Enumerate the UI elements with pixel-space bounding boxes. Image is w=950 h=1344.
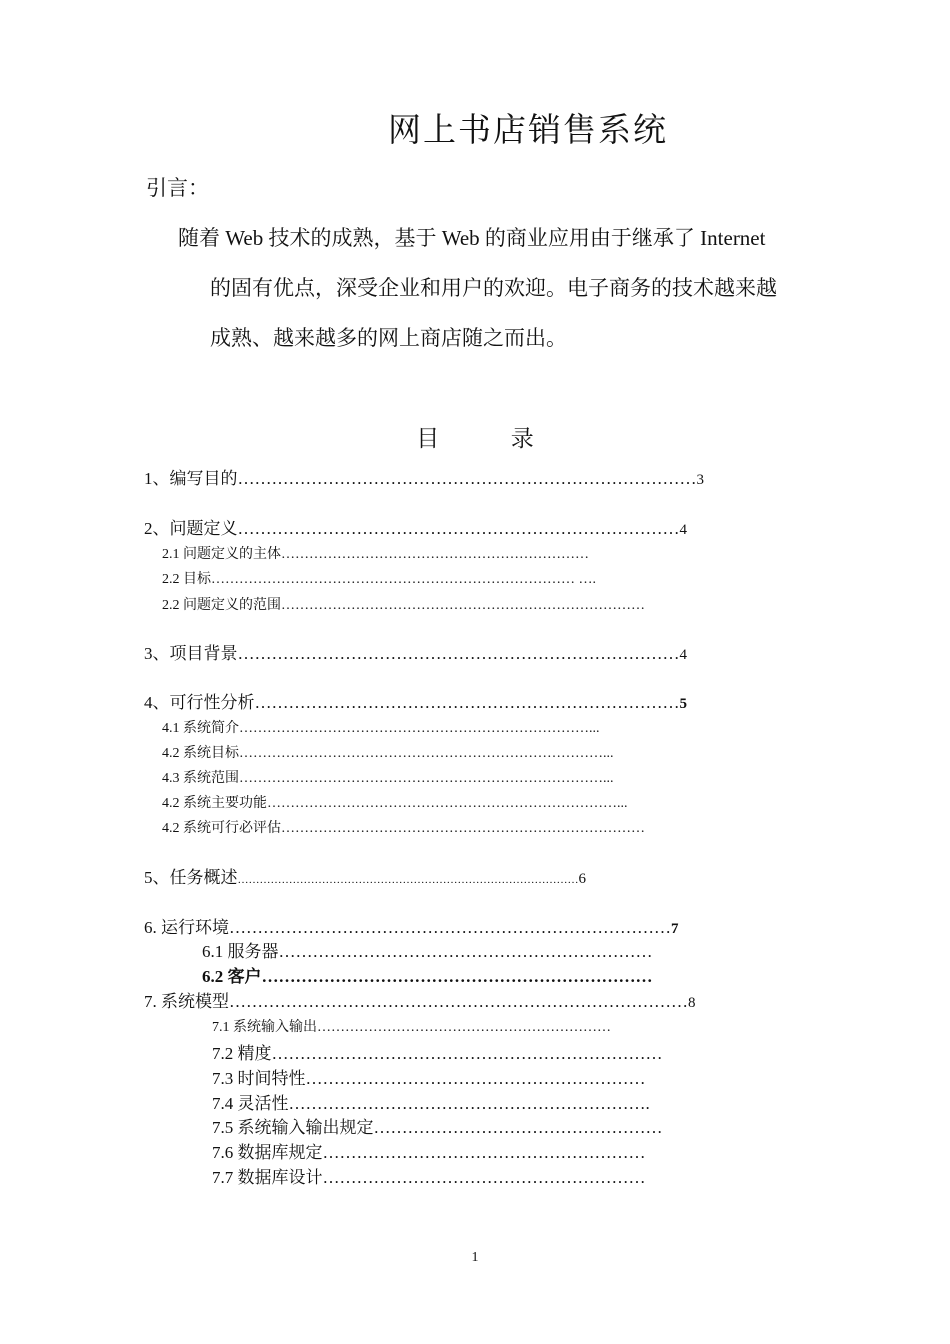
toc-entry: [144, 464, 704, 489]
toc-entry-dots: ……………………………………………………………………: [237, 644, 680, 663]
toc-entry: [162, 767, 614, 787]
toc-entry-dots: ……………………………………………………………: [261, 967, 653, 986]
toc-entry-dots: ……………………………………………………………………...: [239, 771, 614, 786]
toc-entry-dots: ………………………………………………………………………: [229, 992, 688, 1011]
toc-entry-label: 4.2 系统目标: [162, 746, 239, 761]
toc-entry: [212, 1089, 650, 1114]
toc-entry: [162, 594, 645, 614]
toc-entry-label: 5、任务概述: [144, 868, 238, 887]
toc-entry-page: 6: [578, 871, 586, 887]
toc-entry: [212, 1039, 663, 1064]
toc-entry-label: 2、问题定义: [144, 519, 238, 538]
toc-entry-label: 7.2 精度: [212, 1044, 272, 1063]
toc-entry-label: 7.5 系统输入输出规定: [212, 1118, 374, 1137]
toc-entry: [212, 1016, 611, 1036]
toc-entry-label: 4.1 系统简介: [162, 721, 239, 736]
intro-line-3: 成熟、越来越多的网上商店随之而出。: [210, 326, 567, 350]
toc-entry-dots: ………………………………………………………: [317, 1020, 611, 1035]
intro-line-2: 的固有优点，深受企业和用户的欢迎。电子商务的技术越来越: [210, 276, 777, 300]
toc-entry: [162, 817, 645, 837]
toc-entry-label: 6. 运行环境: [144, 918, 229, 937]
toc-entry-dots: …………………………………………………: [322, 1168, 646, 1187]
toc-heading: [0, 420, 950, 453]
toc-entry: [162, 717, 600, 737]
toc-entry-label: 3、项目背景: [144, 644, 238, 663]
toc-heading-left: 目: [416, 426, 440, 451]
toc-entry-label: 1、编写目的: [144, 469, 238, 488]
intro-line-1: 随着 Web 技术的成熟，基于 Web 的商业应用由于继承了 Internet: [178, 226, 766, 250]
toc-entry: [144, 639, 687, 664]
toc-entry-dots: …………………………………………………………………...: [267, 796, 628, 811]
toc-entry: [162, 792, 628, 812]
toc-entry-page: 5: [679, 696, 687, 712]
toc-entry-page: 4: [679, 647, 687, 663]
toc-entry-dots: ………………………………………………………………………: [237, 469, 697, 488]
toc-entry: [144, 514, 687, 539]
toc-entry-label: 2.1 问题定义的主体: [162, 547, 281, 562]
toc-entry: [212, 1163, 646, 1188]
toc-entry-dots: ……………………………………………: [373, 1118, 663, 1137]
toc-entry: [144, 863, 586, 888]
toc-entry-dots: ……………………………………………………….: [288, 1094, 650, 1113]
toc-entry-dots: …………………………………………………: [322, 1143, 646, 1162]
toc-entry-label: 7.3 时间特性: [212, 1069, 306, 1088]
toc-entry: [202, 937, 653, 962]
toc-entry: [162, 543, 589, 563]
toc-entry-dots: ……………………………………………………: [305, 1069, 646, 1088]
toc-entry: [144, 913, 679, 938]
toc-entry: [162, 568, 596, 588]
toc-entry-label: 7.1 系统输入输出: [212, 1020, 317, 1035]
toc-entry: [212, 1138, 646, 1163]
toc-entry-dots: ……………………………………………………………………...: [239, 746, 614, 761]
toc-entry-label: 4.2 系统可行必评估: [162, 821, 281, 836]
toc-entry-dots: …………………………………………………………: [281, 547, 589, 562]
toc-entry-page: 8: [688, 995, 696, 1011]
toc-entry-label: 7. 系统模型: [144, 992, 229, 1011]
toc-entry-dots: …………………………………………………………………… ….: [211, 572, 596, 587]
toc-entry: [144, 987, 696, 1012]
toc-entry-dots: ……………………………………………………………………: [229, 918, 671, 937]
toc-entry-label: 6.1 服务器: [202, 942, 279, 961]
toc-entry-dots: ……………………………………………………………………: [237, 519, 680, 538]
toc-entry-page: 3: [696, 472, 704, 488]
toc-entry-label: 4.3 系统范围: [162, 771, 239, 786]
toc-entry-dots: …………………………………………………………………...: [239, 721, 600, 736]
toc-entry: [212, 1113, 663, 1138]
toc-entry-label: 2.2 目标: [162, 572, 211, 587]
toc-entry-dots: ……………………………………………………………………: [281, 598, 645, 613]
toc-heading-right: 录: [510, 426, 534, 451]
toc-entry-dots: …………………………………………………………………………………: [237, 874, 579, 886]
toc-entry-label: 4.2 系统主要功能: [162, 796, 267, 811]
toc-entry: [144, 688, 687, 713]
toc-entry-label: 4、可行性分析: [144, 693, 255, 712]
toc-entry-dots: …………………………………………………………: [278, 942, 653, 961]
toc-entry-dots: ……………………………………………………………………: [281, 821, 645, 836]
document-title: 网上书店销售系统: [388, 110, 668, 149]
toc-entry-dots: ……………………………………………………………: [271, 1044, 663, 1063]
toc-entry: [212, 1064, 646, 1089]
toc-entry-label: 7.6 数据库规定: [212, 1143, 323, 1162]
toc-entry-page: 4: [679, 522, 687, 538]
intro-label: 引言：: [146, 176, 209, 200]
toc-entry-dots: …………………………………………………………………: [254, 693, 680, 712]
toc-entry-page: 7: [671, 921, 679, 937]
toc-entry: [162, 742, 614, 762]
toc-entry-label: 6.2 客户: [202, 967, 262, 986]
toc-entry: [202, 962, 653, 987]
page-number: 1: [471, 1250, 479, 1265]
toc-entry-label: 7.7 数据库设计: [212, 1168, 323, 1187]
toc-entry-label: 2.2 问题定义的范围: [162, 598, 281, 613]
toc-entry-label: 7.4 灵活性: [212, 1094, 289, 1113]
